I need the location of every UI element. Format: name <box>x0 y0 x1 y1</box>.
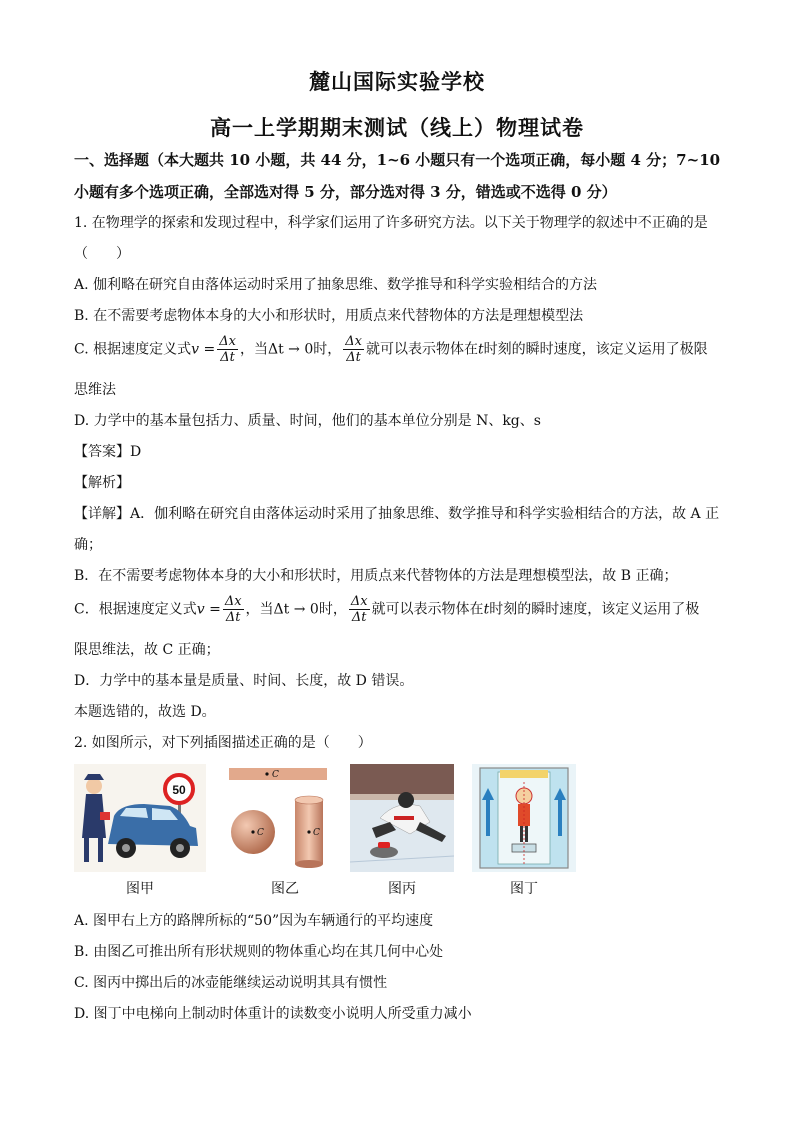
fraction-numerator-2: Δx <box>345 334 362 349</box>
q1-analysis-label: 【解析】 <box>74 475 130 491</box>
q1-detail-line-1b: 确； <box>74 537 102 553</box>
figure-bing-caption: 图丙 <box>388 881 416 897</box>
q2-option-d: D. 图丁中电梯向上制动时体重计的读数变小说明人所受重力减小 <box>74 1006 472 1022</box>
figure-bing-curling-image <box>350 764 454 872</box>
figure-ding-caption: 图丁 <box>510 881 538 897</box>
q1-option-c-post: 就可以表示物体在 <box>365 341 478 358</box>
q1-answer: 【答案】D <box>74 444 142 460</box>
fraction-denominator: Δt <box>220 350 235 365</box>
q2-option-b: B. 由图乙可推出所有形状规则的物体重心均在其几何中心处 <box>74 944 444 960</box>
figure-jia-caption: 图甲 <box>126 881 154 897</box>
fraction-denominator-3: Δt <box>225 610 241 625</box>
fraction-denominator-4: Δt <box>351 610 367 625</box>
time-symbol: t <box>477 341 484 358</box>
cylinder-center-label: C <box>313 828 320 838</box>
fraction-denominator-2: Δt <box>346 350 361 365</box>
fraction-numerator-3: Δx <box>224 594 242 609</box>
q1-stem-line-1: 1. 在物理学的探索和发现过程中，科学家们运用了许多研究方法。以下关于物理学的叙述中不正确的是 <box>74 215 708 231</box>
q1-detail-3-prefix: C．根据速度定义式 <box>74 601 197 618</box>
figure-ding-elevator-image <box>472 764 576 872</box>
q1-option-c-prefix: C. 根据速度定义式 <box>74 341 192 358</box>
slab-center-label: C <box>272 770 279 780</box>
limit-condition: ，当Δt → 0时， <box>239 341 342 358</box>
q1-detail-line-3b: 限思维法，故 C 正确； <box>74 642 220 658</box>
q1-option-c <box>74 334 708 365</box>
figure-yi-center-of-mass-image <box>223 764 333 872</box>
velocity-symbol: v = <box>191 341 216 358</box>
fraction-numerator: Δx <box>219 334 236 349</box>
q2-stem: 2. 如图所示，对下列插图描述正确的是（ ） <box>74 735 372 751</box>
q1-option-c-line-2: 思维法 <box>74 382 116 398</box>
q1-stem-line-2: （ ） <box>74 246 130 262</box>
q1-detail-line-2: B．在不需要考虑物体本身的大小和形状时，用质点来代替物体的方法是理想模型法，故 B 正确； <box>74 568 678 584</box>
school-title: 麓山国际实验学校 <box>309 69 485 94</box>
velocity-symbol-2: v = <box>196 601 221 618</box>
delta-fraction-4 <box>349 594 370 625</box>
q1-option-b: B. 在不需要考虑物体本身的大小和形状时，用质点来代替物体的方法是理想模型法 <box>74 308 584 324</box>
figure-jia-car-image <box>74 764 206 872</box>
q2-option-c: C. 图丙中掷出后的冰壶能继续运动说明其具有惯性 <box>74 975 388 991</box>
section-heading-line-1: 一、选择题（本大题共 10 小题，共 44 分，1~6 小题只有一个选项正确，每小题 4 分；7~10 <box>74 151 721 169</box>
figure-yi-caption: 图乙 <box>271 881 299 897</box>
section-heading-line-2: 小题有多个选项正确，全部选对得 5 分，部分选对得 3 分，错选或不选得 0 分） <box>74 183 617 201</box>
q1-option-c-post2: 时刻的瞬时速度，该定义运用了极限 <box>483 341 708 358</box>
q1-detail-line-1: 【详解】A．伽利略在研究自由落体运动时采用了抽象思维、数学推导和科学实验相结合的方法，故 A 正 <box>74 506 720 522</box>
limit-condition-2: ，当Δt → 0时， <box>245 601 347 618</box>
fraction-numerator-4: Δx <box>350 594 368 609</box>
delta-fraction <box>217 334 238 365</box>
time-symbol-2: t <box>483 601 490 618</box>
speed-sign-text: 50 <box>172 783 186 797</box>
exam-title: 高一上学期期末测试（线上）物理试卷 <box>210 115 584 140</box>
q1-conclusion: 本题选错的，故选 D。 <box>74 704 216 720</box>
q1-option-a: A. 伽利略在研究自由落体运动时采用了抽象思维、数学推导和科学实验相结合的方法 <box>74 277 598 293</box>
q1-option-d: D. 力学中的基本量包括力、质量、时间，他们的基本单位分别是 N、kg、s <box>74 413 541 429</box>
q1-detail-3-post2: 时刻的瞬时速度，该定义运用了极 <box>489 601 700 618</box>
q1-detail-3-post: 就可以表示物体在 <box>371 601 484 618</box>
q1-detail-line-4: D．力学中的基本量是质量、时间、长度，故 D 错误。 <box>74 673 414 689</box>
q1-detail-line-3 <box>74 594 699 625</box>
delta-fraction-3 <box>223 594 244 625</box>
delta-fraction-2 <box>343 334 364 365</box>
sphere-center-label: C <box>257 828 264 838</box>
q2-option-a: A. 图甲右上方的路牌所标的“50”因为车辆通行的平均速度 <box>74 913 434 929</box>
